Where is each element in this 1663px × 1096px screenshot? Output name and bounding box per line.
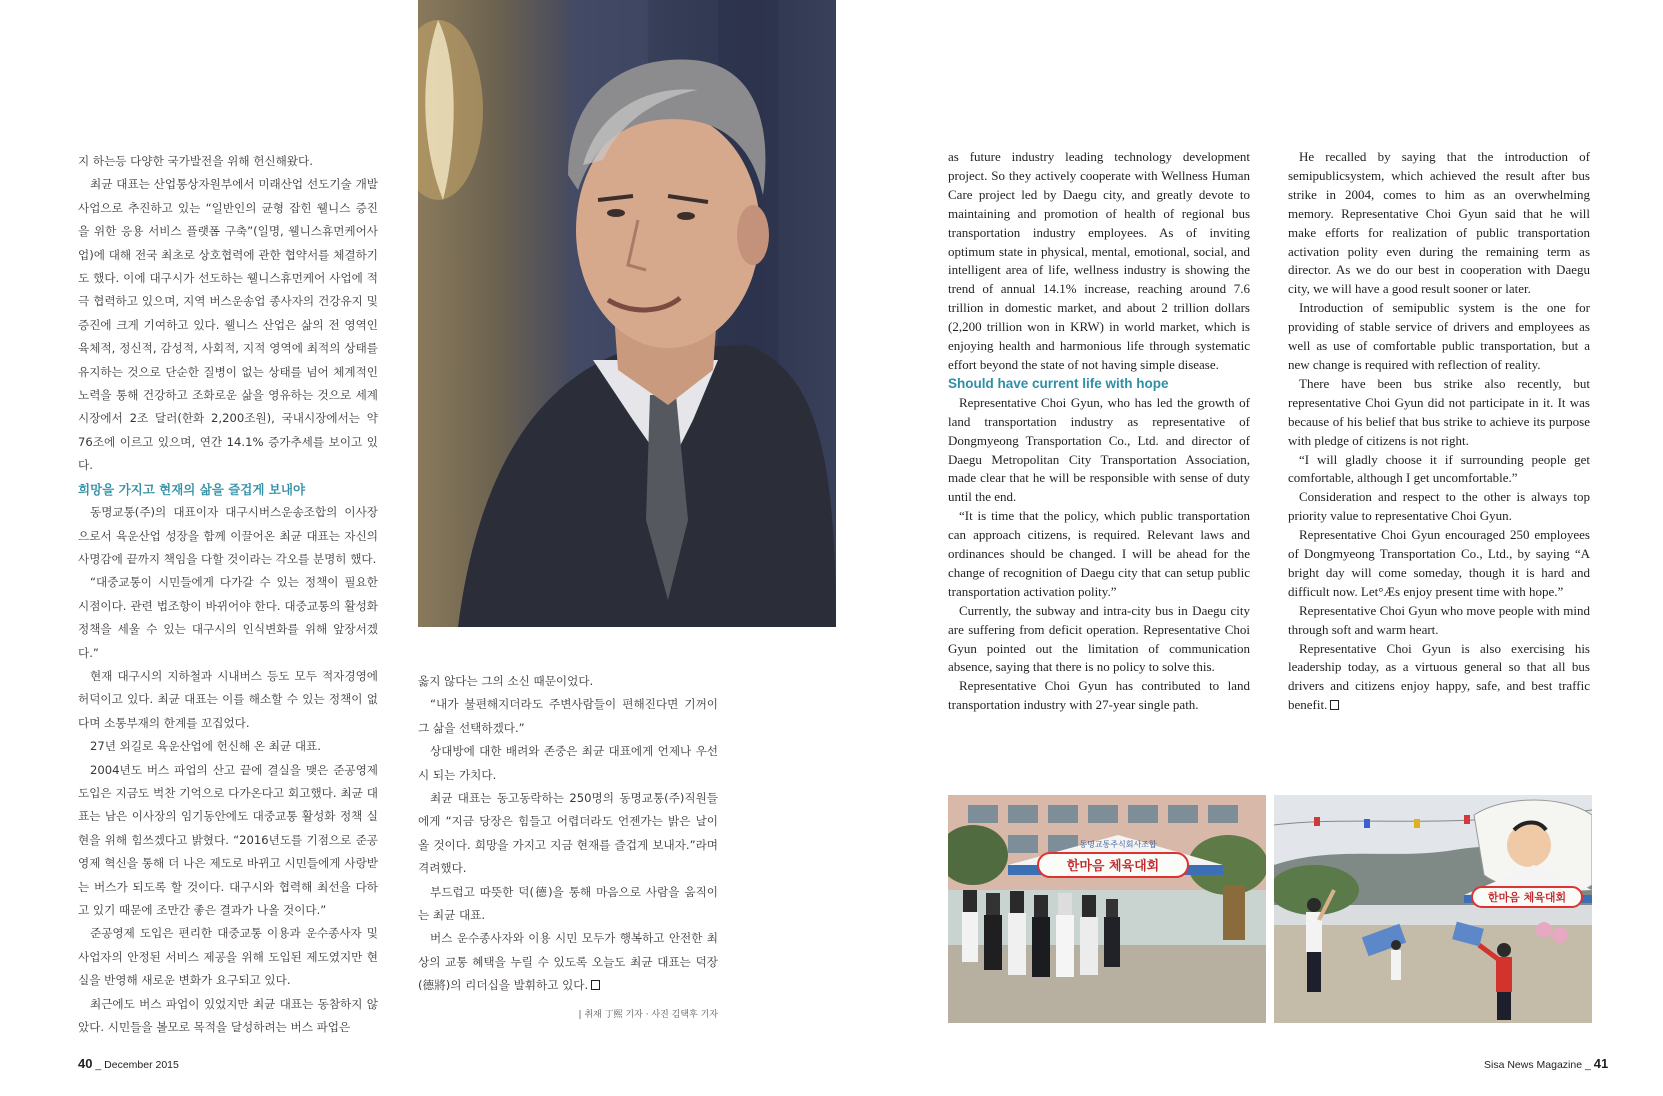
portrait-illustration: [418, 0, 836, 627]
event-photo-1: [948, 795, 1266, 1023]
paragraph: as future industry leading technology development project. So they actively cooperate with Wellness Human Care project led by Daegu city, and greatly devote to maintaining and promotion of health of regional bus transportation industry employees. As of inviting optimum state in physical, mental, emotional, social, and intelligent area of life, wellness industry is showing the trend of annual 14.1% increase, reaching around 7.6 trillion in domestic market, and about 2 trillion dollars (2,200 trillion won in KRW) in world market, which is enjoying health and harmonious life through systematic effort beyond the state of not having simple disease.: [948, 149, 1250, 372]
photo1-banner-text: 한마음 체육대회: [1066, 859, 1160, 874]
korean-section-heading: 희망을 가지고 현재의 삶을 즐겁게 보내야: [78, 481, 306, 497]
left-page-number: 40: [78, 1056, 93, 1071]
paragraph: “I will gladly choose it if surrounding people get comfortable, although I get uncomfortable.”: [1288, 451, 1590, 486]
paragraph: Representative Choi Gyun encouraged 250 employees of Dongmyeong Transportation Co., Ltd., by saying “A bright day will come someday, though it is hard and difficult now. Let°Æs enjoy present time with hope.”: [1288, 527, 1590, 599]
left-column-1: [78, 150, 378, 1039]
paragraph: 준공영제 도입은 편리한 대중교통 이용과 운수종사자 및 사업자의 안정된 서비스 제공을 위해 도입된 제도였지만 현실을 반영해 새로운 변화가 요구되고 있다.: [78, 926, 378, 988]
left-folio-text: _ December 2015: [95, 1059, 179, 1071]
right-folio-text: Sisa News Magazine _: [1484, 1059, 1591, 1071]
paragraph: 최근에도 버스 파업이 있었지만 최균 대표는 동참하지 않았다. 시민들을 볼모로 목적을 달성하려는 버스 파업은: [78, 996, 378, 1035]
paragraph: He recalled by saying that the introduction of semipublicsystem, which achieved the result after bus strike in 2004, comes to him as an overwhelming memory. Representative Choi Gyun said that he will make efforts for realization of public transportation activation polity even during the remaining term as director. As we do our best in cooperation with Daegu city, we will have a good result sooner or later.: [1288, 149, 1590, 297]
paragraph: 2004년도 버스 파업의 산고 끝에 결실을 맺은 준공영제 도입은 지금도 벅찬 기억으로 다가온다고 회고했다. 최균 대표는 남은 이사장의 임기동안에도 대중교통 활성화 정책 실현을 위해 힘쓰겠다고 밝혔다. “2016년도를 기점으로 준공영제 혁신을 통해 더 나은 제도로 바뀌고 시민들에게 사랑받는 버스가 되도록 할 것이다. 대구시와 협력해 최선을 다하고 있기 때문에 조만간 좋은 결과가 나올 것이다.”: [78, 762, 378, 917]
paragraph: Representative Choi Gyun is also exercising his leadership today, as a virtuous general so that all bus drivers and citizens enjoy happy, safe, and best traffic benefit.: [1288, 640, 1590, 713]
paragraph: Representative Choi Gyun who move people with mind through soft and warm heart.: [1288, 602, 1590, 637]
end-mark-icon: [1330, 700, 1339, 710]
photo-credit: | 취재 丁熙 기자 · 사진 김택후 기자: [578, 1009, 718, 1020]
paragraph: 현재 대구시의 지하철과 시내버스 등도 모두 적자경영에 허덕이고 있다. 최균 대표는 이를 해소할 수 있는 정책이 없다며 소통부재의 한계를 꼬집었다.: [78, 668, 378, 730]
paragraph: 상대방에 대한 배려와 존중은 최균 대표에게 언제나 우선시 되는 가치다.: [418, 744, 718, 782]
left-column-2: [418, 670, 718, 1027]
event-photo-2-illustration: [1274, 795, 1592, 1023]
paragraph: “It is time that the policy, which public transportation can approach citizens, is required. Relevant laws and ordinances should be changed. I will be ahead for the change of recognition of Daegu city that can setup public transportation activation polity.”: [948, 508, 1250, 599]
left-column-1-body-after: [78, 501, 378, 1039]
portrait-photo: [418, 0, 836, 627]
english-section-heading: Should have current life with hope: [948, 375, 1169, 391]
right-column-2-body: [1288, 148, 1590, 715]
paragraph: “대중교통이 시민들에게 다가갈 수 있는 정책이 필요한 시점이다. 관련 법조항이 바뀌어야 한다. 대중교통의 활성화 정책을 세울 수 있는 대구시의 인식변화를 위해 앞장서겠다.”: [78, 575, 378, 660]
paragraph: 버스 운수종사자와 이용 시민 모두가 행복하고 안전한 최상의 교통 혜택을 누릴 수 있도록 오늘도 최균 대표는 덕장(德將)의 리더십을 발휘하고 있다.: [418, 931, 718, 993]
paragraph: 부드럽고 따뜻한 덕(德)을 통해 마음으로 사람을 움직이는 최균 대표.: [418, 884, 718, 923]
paragraph: Representative Choi Gyun has contributed to land transportation industry with 27-year single path.: [948, 678, 1250, 713]
event-photo-2: [1274, 795, 1592, 1023]
paragraph: 최균 대표는 산업통상자원부에서 미래산업 선도기술 개발사업으로 추진하고 있는 “일반인의 균형 잡힌 웰니스 증진을 위한 응용 서비스 플랫폼 구축”(일명, 웰니스휴먼케어사업)에 대해 전국 최초로 상호협력에 관한 협약서를 체결하기도 했다. 이에 대구시가 선도하는 웰니스휴먼케어 사업에 적극 협력하고 있으며, 지역 버스운송업 종사자의 건강유지 및 증진에 크게 기여하고 있다. 웰니스 산업은 삶의 전 영역인 육체적, 정신적, 감성적, 사회적, 지적 영역에 최적의 상태를 유지하는 것으로 단순한 질병이 없는 상태를 넘어 체계적인 노력을 통해 건강하고 조화로운 삶을 영유하는 것으로 세계 시장에서 2조 달러(한화 2,200조원), 국내시장에서는 약 76조에 이르고 있으며, 연간 14.1% 증가추세를 보이고 있다.: [78, 177, 378, 473]
left-column-1-body: [78, 150, 378, 478]
paragraph: Representative Choi Gyun, who has led the growth of land transportation industry as representative of Dongmyeong Transportation Co., Ltd. and director of Daegu Metropolitan City Transportation Association, made clear that he will be responsible with sense of duty until the end.: [948, 394, 1250, 505]
left-folio: [78, 1056, 179, 1071]
paragraph: 지 하는등 다양한 국가발전을 위해 헌신해왔다.: [78, 154, 313, 168]
right-column-2: [1288, 148, 1590, 715]
paragraph: 동명교통(주)의 대표이자 대구시버스운송조합의 이사장으로서 육운산업 성장을 함께 이끌어온 최균 대표는 자신의 사명감에 끝까지 책임을 다할 것이라는 각오를 분명히 했다.: [78, 505, 378, 566]
paragraph: 최균 대표는 동고동락하는 250명의 동명교통(주)직원들에게 “지금 당장은 힘들고 어렵더라도 언젠가는 밝은 날이 올 것이다. 희망을 가지고 지금 현재를 즐겁게 보내자.”라며 격려했다.: [418, 791, 718, 876]
right-column-1: [948, 148, 1250, 715]
paragraph: Currently, the subway and intra-city bus in Daegu city are suffering from deficit operation. Representative Choi Gyun pointed out the limitation of communication absence, saying that there is no policy to solve this.: [948, 602, 1250, 675]
photo2-banner-text: 한마음 체육대회: [1487, 891, 1567, 904]
right-folio: [1484, 1056, 1608, 1071]
paragraph: “내가 불편해지더라도 주변사람들이 편해진다면 기꺼이 그 삶을 선택하겠다.”: [418, 697, 718, 735]
event-photo-1-illustration: [948, 795, 1266, 1023]
paragraph: There have been bus strike also recently, but representative Choi Gyun did not participate in it. It was because of his belief that bus strike to achieve its purpose with pledge of citizens is not right.: [1288, 375, 1590, 448]
paragraph: Introduction of semipublic system is the one for providing of stable service of drivers and employees as well as use of comfortable public transportation, but a new change is required with reflection of reality.: [1288, 300, 1590, 372]
right-column-1-body: [948, 148, 1250, 375]
paragraph: 옳지 않다는 그의 소신 때문이었다.: [418, 674, 594, 688]
end-mark-icon: [591, 980, 600, 990]
left-column-2-body: [418, 670, 718, 998]
right-page-number: 41: [1593, 1056, 1609, 1071]
right-column-1-body-after: [948, 394, 1250, 715]
paragraph: Consideration and respect to the other is always top priority value to representative Choi Gyun.: [1288, 489, 1590, 524]
photo1-tent-text: 동명교통주식회사조합: [1079, 840, 1157, 849]
paragraph: 27년 외길로 육운산업에 헌신해 온 최균 대표.: [90, 739, 321, 754]
